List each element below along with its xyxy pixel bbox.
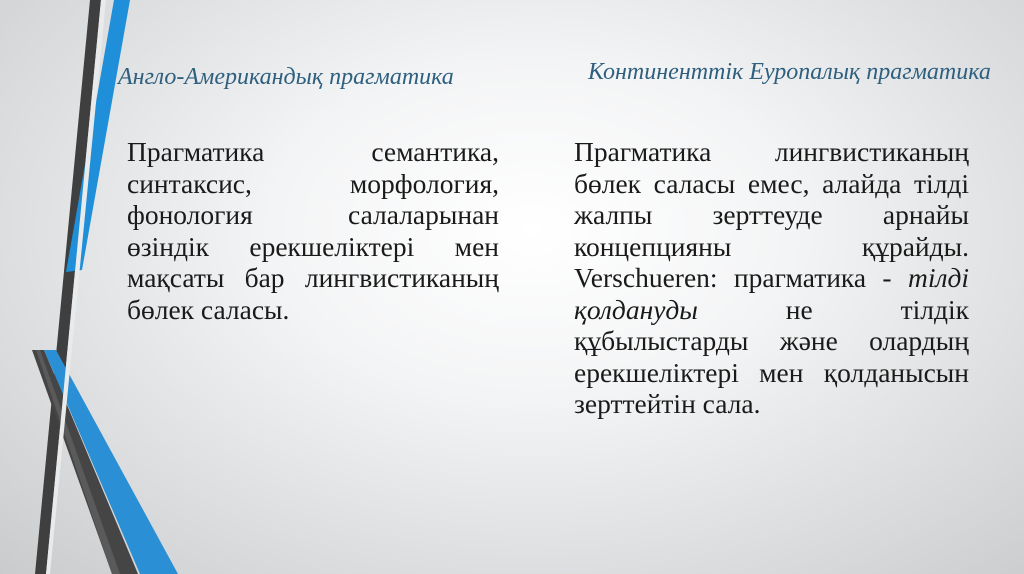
right-text-italic-phrase: тілді қолдануды bbox=[574, 262, 969, 325]
right-text-part-1: Прагматика лингвистиканың бөлек саласы емес, алайда тілді жалпы зерттеуде арнайы концепцияны құрайды. Verschueren: прагматика - bbox=[574, 136, 969, 293]
right-column-text bbox=[574, 136, 969, 420]
right-column-heading: Континенттік Еуропалық прагматика bbox=[588, 59, 991, 85]
left-column-heading: Англо-Американдық прагматика bbox=[118, 64, 454, 90]
right-text-part-2: не тілдік құбылыстарды және олардың ерекшеліктері мен қолданысын зерттейтін сала. bbox=[574, 293, 969, 419]
left-column-text: Прагматика семантика, синтаксис, морфология, фонология салаларынан өзіндік ерекшеліктері мен мақсаты бар лингвистиканың бөлек саласы. bbox=[127, 136, 499, 325]
